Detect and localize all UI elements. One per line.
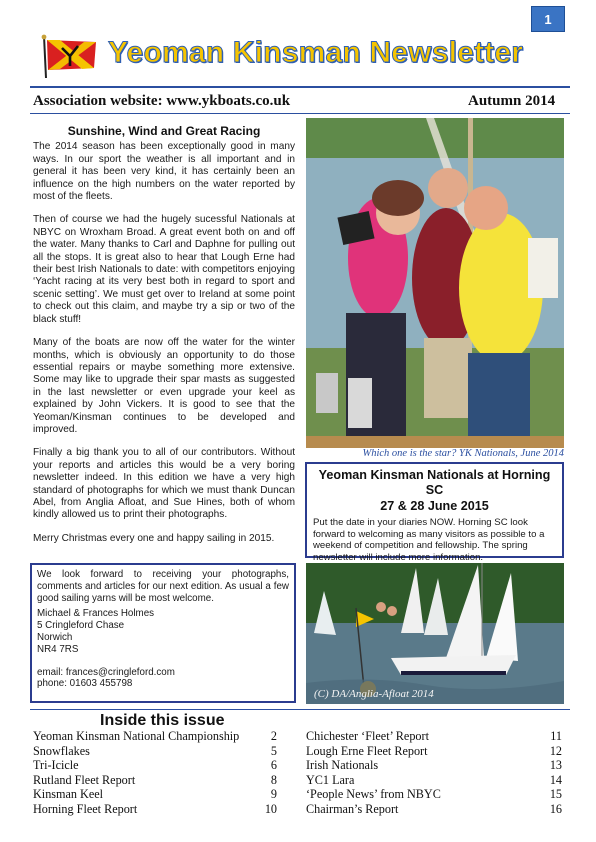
nationals-announcement — [305, 462, 564, 563]
nationals-body: Put the date in your diaries NOW. Horning SC look forward to welcoming as many visitors as possible to a weekend of competition and fellowship. The spring newsletter will include more information. — [313, 517, 545, 563]
toc-item[interactable] — [306, 744, 562, 759]
toc-item-page: 5 — [270, 743, 277, 758]
photo-credit: (C) DA/Anglia-Afloat 2014 — [314, 688, 434, 700]
toc-item-title: Chairman’s Report — [306, 801, 399, 816]
club-flag-logo — [40, 34, 100, 80]
spacer — [37, 656, 289, 667]
toc-item-page: 6 — [270, 758, 277, 773]
association-website: Association website: www.ykboats.co.uk — [33, 93, 291, 109]
toc-item-title: Irish Nationals — [306, 758, 379, 773]
article-paragraph: Then of course we had the hugely sucessful Nationals at NBYC on Wroxham Broad. A great event both on and off the water. Many thanks to Carl and Daphne for pulling out all the stops. It is great also to hear that Lough Erne had their best Irish Nationals to date: with competitors enjoying ‘Yacht racing at its very best both in regard to sport and scenic setting’. We must get over to Ireland at some point to check out this claim, and maybe try a sip or two of the black stuff! — [33, 214, 295, 325]
page-number-badge: 1 — [531, 6, 565, 32]
issue-season: Autumn 2014 — [468, 93, 556, 109]
nationals-dates: 27 & 28 June 2015 — [380, 499, 489, 513]
nationals-group-photo — [306, 118, 564, 448]
toc-item[interactable] — [33, 787, 277, 802]
toc-item-page: 11 — [550, 729, 562, 743]
toc-left-column — [33, 729, 277, 817]
inside-issue-title: Inside this issue — [100, 712, 225, 729]
toc-item-title: Yeoman Kinsman National Championship — [33, 729, 240, 743]
toc-item-page: 12 — [549, 743, 562, 758]
toc-item-title: Chichester ‘Fleet’ Report — [306, 729, 429, 743]
toc-item-page: 10 — [264, 801, 277, 816]
toc-item-page: 8 — [270, 772, 277, 787]
toc-item[interactable] — [306, 802, 562, 817]
toc-item-title: Lough Erne Fleet Report — [306, 743, 428, 758]
toc-item[interactable] — [306, 787, 562, 802]
contact-box — [30, 563, 296, 703]
contact-intro: We look forward to receiving your photographs, comments and articles for our next edition. As usual a few good sailing yarns will be most welcome. — [37, 569, 289, 604]
toc-item-title: ‘People News’ from NBYC — [306, 787, 441, 802]
sailing-boat-photo — [306, 563, 564, 704]
lead-article — [33, 125, 295, 556]
toc-item-page: 15 — [549, 787, 562, 802]
article-heading: Sunshine, Wind and Great Racing — [67, 124, 261, 138]
toc-item-page: 2 — [270, 729, 277, 743]
contact-phone: phone: 01603 455798 — [37, 678, 133, 690]
toc-item-title: Rutland Fleet Report — [33, 772, 136, 787]
toc-item[interactable] — [33, 758, 277, 773]
toc-item[interactable] — [33, 729, 277, 744]
address-line: NR4 7RS — [37, 643, 79, 655]
subheader-rule — [30, 113, 570, 114]
toc-item-title: Snowflakes — [33, 743, 90, 758]
toc-item[interactable] — [306, 758, 562, 773]
toc-rule — [30, 709, 570, 710]
toc-item-page: 9 — [270, 787, 277, 802]
header-rule — [30, 86, 570, 88]
photo-caption: Which one is the star? YK Nationals, June 2014 — [362, 448, 564, 459]
toc-item-page: 16 — [549, 801, 562, 816]
address-line: Norwich — [37, 631, 73, 643]
toc-item-page: 13 — [549, 758, 562, 773]
article-paragraph: Many of the boats are now off the water for the winter months, which is obviously an opportunity to do those essential repairs or maybe something more extensive. Some may like to upgrade their spar masts as suggested in the last newsletter or even upgrade your keel as explained by John Vickers. It is good to see that the Yeoman/Kinsman continues to be developed and improved. — [33, 337, 295, 435]
toc-item[interactable] — [33, 744, 277, 759]
article-paragraph: Merry Christmas every one and happy sailing in 2015. — [33, 532, 275, 544]
article-paragraph: The 2014 season has been exceptionally good in many ways. In our sport the weather is all important and in general it has been very kind, it has certainly been an influence on the high numbers on the water reported by most of the fleets. — [33, 141, 295, 203]
address-line: 5 Cringleford Chase — [37, 620, 125, 632]
contact-email[interactable]: email: frances@cringleford.com — [37, 666, 175, 678]
newsletter-title: Yeoman Kinsman Newsletter — [108, 36, 524, 69]
toc-item-page: 14 — [549, 772, 562, 787]
toc-item-title: Tri-Icicle — [33, 758, 79, 773]
toc-item-title: Kinsman Keel — [33, 787, 104, 802]
toc-right-column — [306, 729, 562, 817]
toc-item[interactable] — [33, 773, 277, 788]
toc-item[interactable] — [306, 773, 562, 788]
editor-names: Michael & Frances Holmes — [37, 608, 155, 620]
article-paragraph: Finally a big thank you to all of our contributors. Without your reports and articles this would be a very boring newsletter indeed. In this edition we have a very high standard of photographs for which we must thank Duncan Abel, from Anglia Afloat, and Sue Hines, both of whom kindly allowed us to print their photographs. — [33, 447, 295, 521]
nationals-heading: Yeoman Kinsman Nationals at Horning SC — [318, 468, 551, 497]
toc-item[interactable] — [306, 729, 562, 744]
toc-item[interactable] — [33, 802, 277, 817]
toc-item-title: Horning Fleet Report — [33, 801, 138, 816]
toc-item-title: YC1 Lara — [306, 772, 355, 787]
